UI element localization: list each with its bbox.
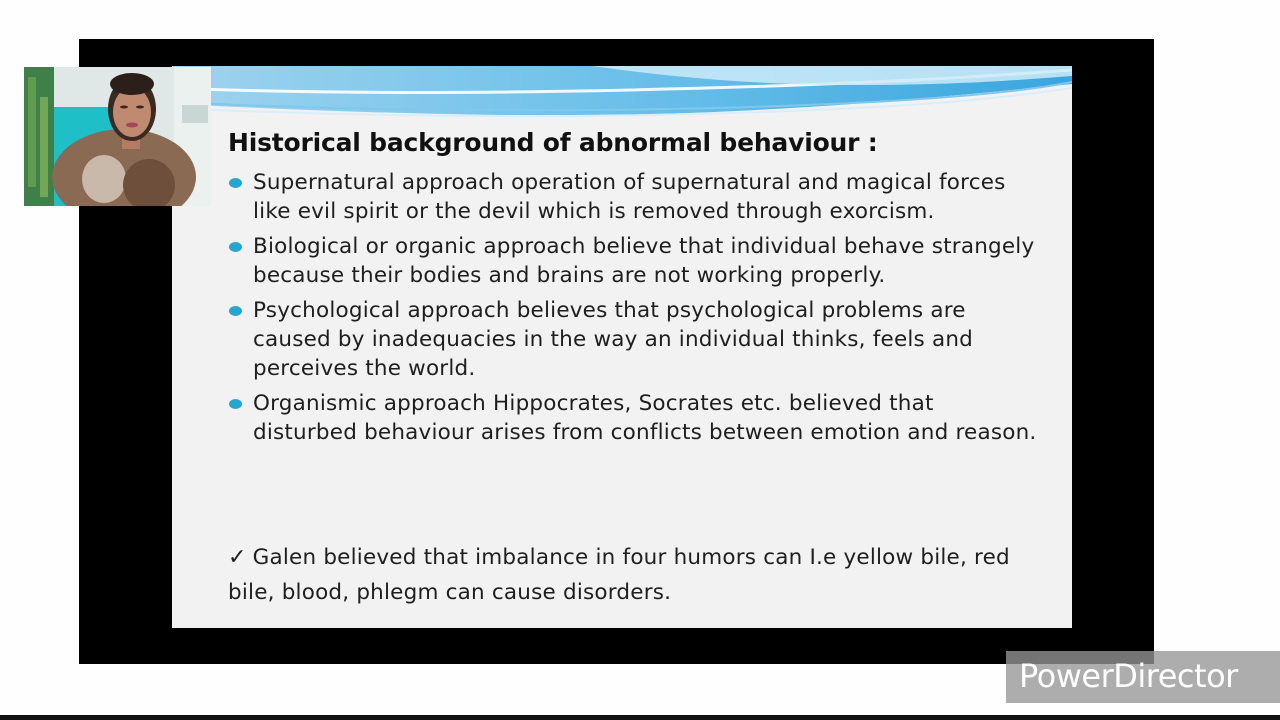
watermark-text: PowerDirector — [1019, 657, 1238, 695]
slide-header-wave — [172, 66, 1072, 136]
galen-note — [228, 540, 1048, 610]
bullet-text: Psychological approach believes that psychological problems are caused by inadequacies in the way an individual thinks, feels and perceives the world. — [253, 298, 974, 381]
presentation-slide — [172, 66, 1072, 628]
check-mark-icon: ✓ — [228, 545, 247, 570]
bullet-text: Supernatural approach operation of supernatural and magical forces like evil spirit or the devil which is removed through exorcism. — [253, 170, 1006, 224]
bottom-edge — [0, 715, 1280, 720]
round-bullet-icon — [229, 178, 242, 188]
bullet-item-biological — [228, 232, 1038, 290]
bullet-text: Biological or organic approach believe that individual behave strangely because their bodies and brains are not working properly. — [253, 234, 1035, 288]
presenter-video-icon — [24, 67, 211, 206]
round-bullet-icon — [229, 242, 242, 252]
round-bullet-icon — [229, 306, 242, 316]
bullet-item-psychological — [228, 296, 1038, 383]
webcam-overlay — [24, 67, 211, 206]
note-text: Galen believed that imbalance in four humors can I.e yellow bile, red bile, blood, phlegm can cause disorders. — [228, 545, 1010, 605]
powerdirector-watermark — [1006, 651, 1280, 703]
bullet-item-organismic — [228, 389, 1038, 447]
bullet-text: Organismic approach Hippocrates, Socrates etc. believed that disturbed behaviour arises from conflicts between emotion and reason. — [253, 391, 1037, 445]
bullet-list — [228, 168, 1038, 453]
slide-title: Historical background of abnormal behaviour : — [228, 128, 878, 157]
round-bullet-icon — [229, 399, 242, 409]
bullet-item-supernatural — [228, 168, 1038, 226]
